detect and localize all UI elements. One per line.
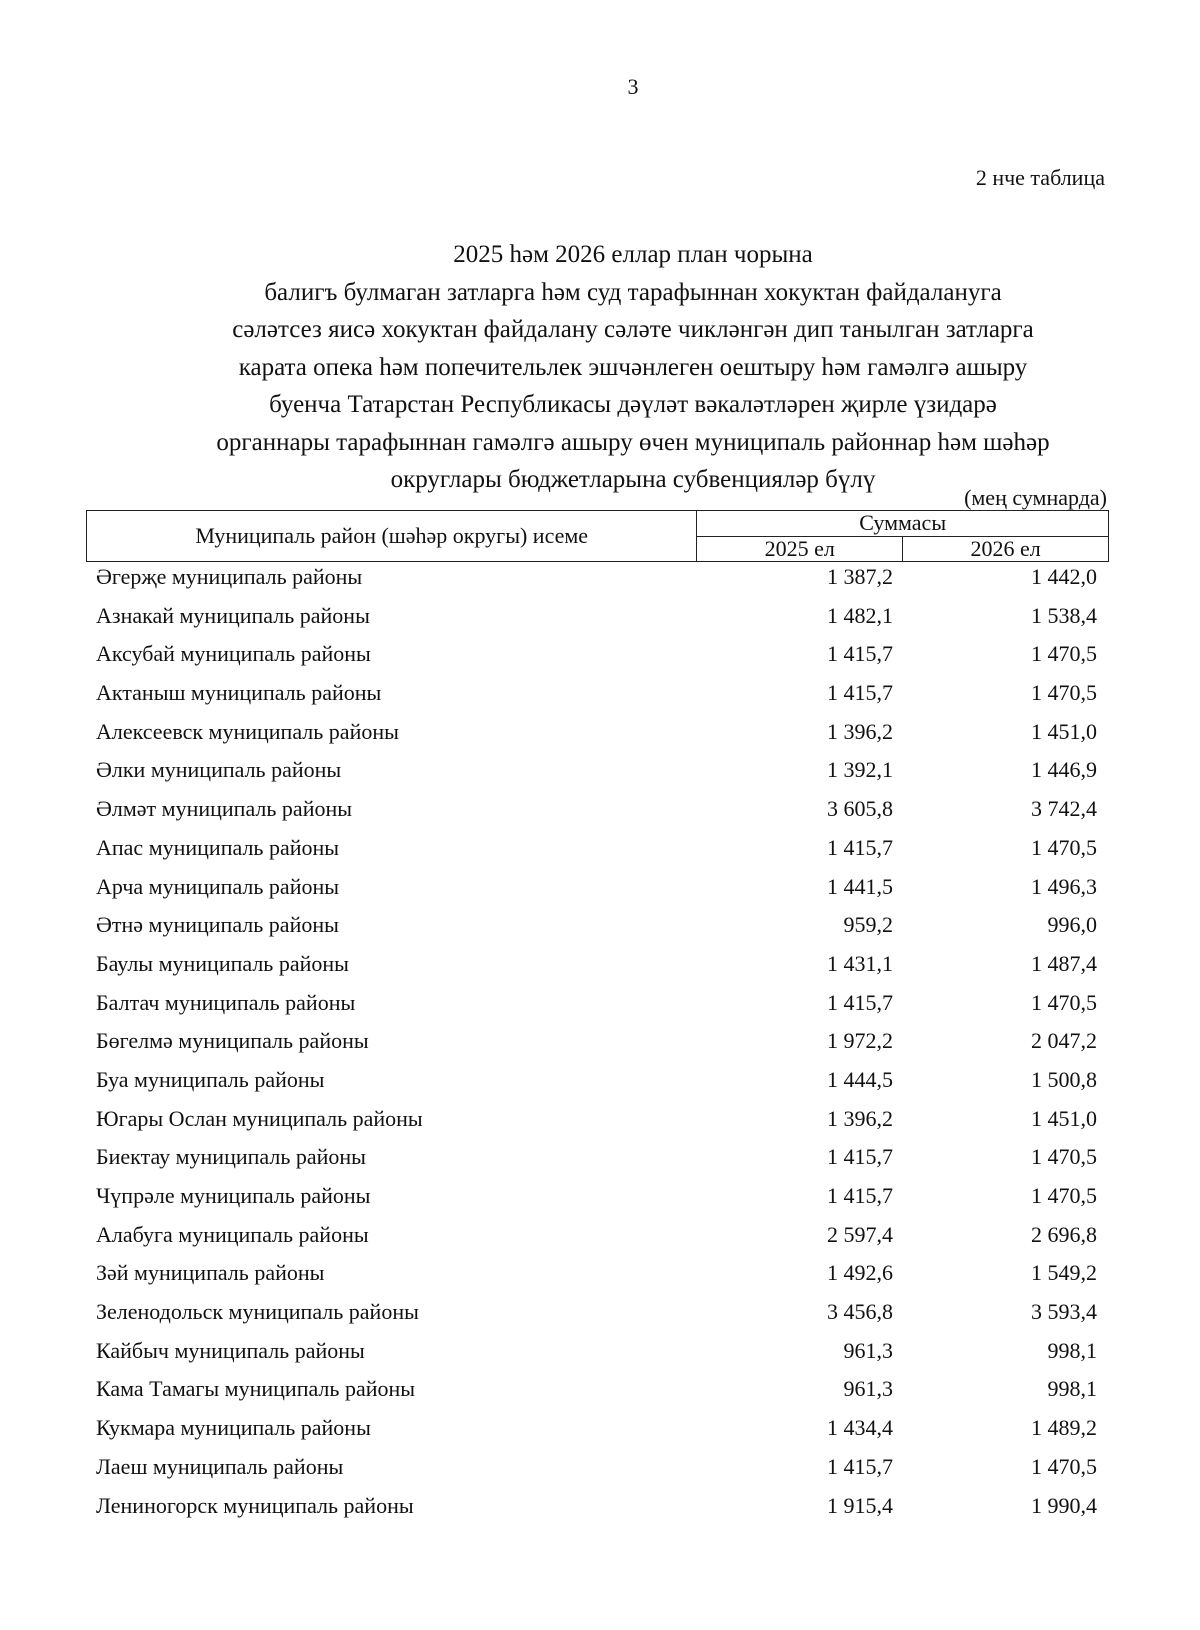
value-2025: 1 396,2	[827, 718, 893, 744]
value-2025: 1 492,6	[827, 1260, 893, 1286]
district-name: Кукмара муниципаль районы	[96, 1415, 371, 1441]
value-2025: 1 415,7	[827, 1183, 893, 1208]
value-2026: 1 538,4	[1031, 602, 1097, 628]
value-2025: 1 415,7	[827, 680, 893, 706]
page-number: 3	[627, 74, 639, 99]
table-row	[86, 990, 1109, 1029]
value-2026: 1 451,0	[1031, 1105, 1097, 1131]
column-header-sum: Суммасы	[697, 511, 1109, 537]
value-2025: 1 915,4	[827, 1492, 893, 1518]
table-row	[86, 874, 1109, 913]
district-name: Бөгелмә муниципаль районы	[96, 1028, 369, 1054]
value-2025: 959,2	[843, 912, 893, 938]
table-row	[86, 1454, 1109, 1493]
column-header-name: Муниципаль район (шәһәр округы) исеме	[87, 511, 697, 562]
table-row	[86, 951, 1109, 990]
value-2026: 1 470,5	[1031, 834, 1097, 860]
title-line: буенча Татарстан Республикасы дәүләт вәкаләтләрен җирле үзидарә	[269, 391, 997, 418]
value-2026: 2 047,2	[1031, 1028, 1097, 1054]
title-line: 2025 һәм 2026 еллар план чорына	[453, 241, 813, 268]
district-name: Әтнә муниципаль районы	[96, 912, 339, 938]
value-2026: 1 489,2	[1031, 1415, 1097, 1441]
value-2026: 1 470,5	[1031, 1183, 1097, 1208]
district-name: Зеленодольск муниципаль районы	[96, 1299, 419, 1325]
table-row	[86, 1028, 1109, 1067]
value-2025: 1 415,7	[827, 989, 893, 1015]
value-2026: 1 470,5	[1031, 1144, 1097, 1170]
district-name: Әгерҗе муниципаль районы	[96, 564, 363, 589]
table-row	[86, 912, 1109, 951]
column-header-2026: 2026 ел	[903, 536, 1109, 562]
value-2025: 1 415,7	[827, 1144, 893, 1170]
district-name: Актаныш муниципаль районы	[96, 680, 382, 706]
table-row	[86, 1222, 1109, 1261]
district-name: Лаеш муниципаль районы	[96, 1453, 344, 1479]
district-name: Азнакай муниципаль районы	[96, 602, 370, 628]
value-2026: 998,1	[1047, 1376, 1097, 1402]
value-2025: 1 444,5	[827, 1066, 893, 1092]
table-row	[86, 1299, 1109, 1338]
table-row	[86, 1415, 1109, 1454]
district-name: Лениногорск муниципаль районы	[96, 1492, 414, 1518]
value-2025: 1 482,1	[827, 602, 893, 628]
table-row	[86, 641, 1109, 680]
value-2026: 2 696,8	[1031, 1221, 1097, 1247]
district-name: Кама Тамагы муниципаль районы	[96, 1376, 416, 1402]
value-2026: 998,1	[1047, 1337, 1097, 1363]
value-2026: 1 470,5	[1031, 1453, 1097, 1479]
value-2026: 1 470,5	[1031, 641, 1097, 667]
district-name: Алабуга муниципаль районы	[96, 1221, 369, 1247]
table-row	[86, 1338, 1109, 1377]
district-name: Апас муниципаль районы	[96, 834, 340, 860]
document-title	[120, 236, 1146, 499]
value-2026: 1 446,9	[1031, 757, 1097, 783]
table-row	[86, 1106, 1109, 1145]
district-name: Кайбыч муниципаль районы	[96, 1337, 365, 1363]
value-2026: 996,0	[1047, 912, 1097, 938]
value-2025: 1 434,4	[827, 1415, 893, 1441]
table-row	[86, 835, 1109, 874]
table-row	[86, 1376, 1109, 1415]
units-note: (мең сумнарда)	[964, 485, 1107, 510]
district-name: Балтач муниципаль районы	[96, 989, 356, 1015]
title-line: карата опека һәм попечительлек эшчәнлеген оештыру һәм гамәлгә ашыру	[238, 353, 1028, 381]
table-row	[86, 796, 1109, 835]
value-2025: 1 415,7	[827, 834, 893, 860]
value-2026: 1 496,3	[1031, 873, 1097, 899]
value-2025: 1 392,1	[827, 757, 893, 783]
district-name: Биектау муниципаль районы	[96, 1144, 366, 1170]
title-line: балигъ булмаган затларга һәм суд тарафыннан хокуктан файдалануга	[264, 278, 1002, 306]
value-2025: 2 597,4	[827, 1221, 893, 1247]
title-line: органнары тарафыннан гамәлгә ашыру өчен муниципаль районнар һәм шәһәр	[216, 428, 1050, 456]
value-2025: 3 456,8	[827, 1299, 893, 1325]
value-2026: 1 451,0	[1031, 718, 1097, 744]
value-2026: 1 470,5	[1031, 989, 1097, 1015]
value-2025: 1 441,5	[827, 873, 893, 899]
value-2026: 1 990,4	[1031, 1492, 1097, 1518]
district-name: Чүпрәле муниципаль районы	[96, 1183, 371, 1208]
table-row	[86, 564, 1109, 603]
table-row	[86, 1493, 1109, 1532]
district-name: Әлки муниципаль районы	[96, 757, 342, 783]
value-2025: 1 387,2	[827, 564, 893, 589]
district-name: Баулы муниципаль районы	[96, 950, 349, 976]
district-name: Аксубай муниципаль районы	[96, 641, 371, 667]
title-line: округлары бюджетларына субвенцияләр бүлү	[390, 466, 876, 493]
title-line: сәләтсез яисә хокуктан файдалану сәләте чикләнгән дип танылган затларга	[232, 316, 1034, 343]
table-row	[86, 1260, 1109, 1299]
value-2026: 1 470,5	[1031, 680, 1097, 706]
table-row	[86, 603, 1109, 642]
value-2025: 1 396,2	[827, 1105, 893, 1131]
column-header-2025: 2025 ел	[697, 536, 903, 562]
value-2025: 961,3	[843, 1337, 893, 1363]
value-2025: 3 605,8	[827, 796, 893, 822]
table-body	[86, 564, 1109, 1531]
value-2025: 1 972,2	[827, 1028, 893, 1054]
district-name: Зәй муниципаль районы	[96, 1260, 325, 1286]
value-2026: 3 742,4	[1031, 796, 1097, 822]
value-2025: 1 431,1	[827, 950, 893, 976]
value-2026: 1 500,8	[1031, 1066, 1097, 1092]
district-name: Арча муниципаль районы	[96, 873, 340, 899]
district-name: Алексеевск муниципаль районы	[96, 718, 399, 744]
district-name: Әлмәт муниципаль районы	[96, 796, 353, 822]
value-2025: 1 415,7	[827, 1453, 893, 1479]
table-row	[86, 757, 1109, 796]
value-2026: 1 442,0	[1031, 564, 1097, 589]
table-row	[86, 1183, 1109, 1222]
value-2026: 1 487,4	[1031, 950, 1097, 976]
value-2026: 1 549,2	[1031, 1260, 1097, 1286]
district-name: Буа муниципаль районы	[96, 1066, 325, 1092]
table-header	[86, 510, 1109, 562]
value-2025: 961,3	[843, 1376, 893, 1402]
table-row	[86, 719, 1109, 758]
value-2025: 1 415,7	[827, 641, 893, 667]
table-row	[86, 1144, 1109, 1183]
value-2026: 3 593,4	[1031, 1299, 1097, 1325]
table-row	[86, 1067, 1109, 1106]
table-row	[86, 680, 1109, 719]
district-name: Югары Ослан муниципаль районы	[96, 1105, 423, 1131]
table-number: 2 нче таблица	[975, 165, 1105, 190]
